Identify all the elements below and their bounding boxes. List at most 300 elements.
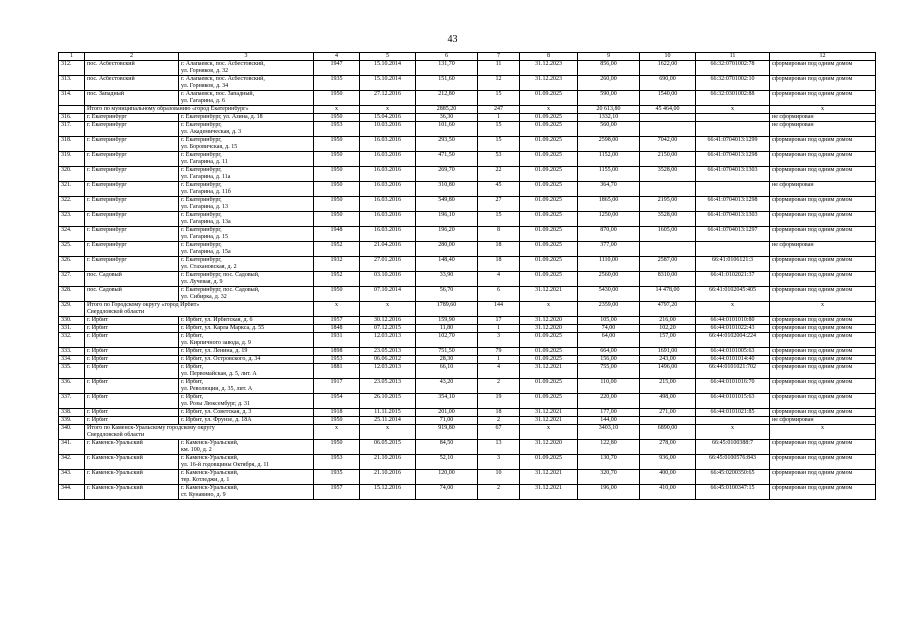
table-cell: 1957 bbox=[314, 485, 360, 500]
table-cell: 1950 bbox=[314, 197, 360, 212]
table-cell: г. Ирбит, ул. Карла Маркса, д. 55 bbox=[179, 325, 314, 333]
table-cell: 66:44:0101014:40 bbox=[696, 356, 770, 364]
table-cell: 1948 bbox=[314, 227, 360, 242]
table-cell: 324. bbox=[59, 227, 85, 242]
table-cell: 66:45:0100347:15 bbox=[696, 485, 770, 500]
table-cell: 31.12.2021 bbox=[520, 364, 578, 379]
table-cell: не сформирован bbox=[770, 114, 876, 122]
table-cell: 15.04.2016 bbox=[360, 114, 416, 122]
table-cell: г. Ирбит, ул. Кирпичного завода, д. 9 bbox=[179, 333, 314, 348]
table-cell: 1881 bbox=[314, 364, 360, 379]
table-cell: 66:41:0102045:405 bbox=[696, 287, 770, 302]
summary-cell: 2885,20 bbox=[416, 106, 478, 114]
table-cell: сформирован под одним домом bbox=[770, 394, 876, 409]
column-number: 9 bbox=[578, 53, 640, 61]
table-cell: 280,00 bbox=[416, 242, 478, 257]
table-cell: 03.10.2016 bbox=[360, 272, 416, 287]
table-cell: 31.12.2021 bbox=[520, 409, 578, 417]
table-cell: 856,00 bbox=[578, 61, 640, 76]
table-cell: г. Ирбит bbox=[85, 379, 179, 394]
table-cell: 316. bbox=[59, 114, 85, 122]
table-cell: 1 bbox=[478, 114, 520, 122]
column-number: 7 bbox=[478, 53, 520, 61]
table-cell: пос. Садовый bbox=[85, 272, 179, 287]
column-number-row bbox=[59, 53, 876, 61]
table-cell: г. Каменск-Уральский, км. 100, д. 2 bbox=[179, 440, 314, 455]
table-cell: 66:32:0301002:88 bbox=[696, 91, 770, 106]
table-row bbox=[59, 61, 876, 76]
table-cell: 1952 bbox=[314, 242, 360, 257]
table-cell: сформирован под одним домом bbox=[770, 364, 876, 379]
table-cell: 01.09.2025 bbox=[520, 227, 578, 242]
table-cell: 1950 bbox=[314, 91, 360, 106]
table-cell: 71,00 bbox=[416, 417, 478, 425]
column-number: 2 bbox=[85, 53, 179, 61]
table-row bbox=[59, 91, 876, 106]
table-cell: г. Каменск-Уральский, тер. Котледжи, д. 1 bbox=[179, 470, 314, 485]
table-cell: 2150,00 bbox=[640, 152, 696, 167]
table-cell: 13 bbox=[478, 440, 520, 455]
table-cell: 27.01.2016 bbox=[360, 257, 416, 272]
table-cell: 549,80 bbox=[416, 197, 478, 212]
table-row bbox=[59, 470, 876, 485]
table-cell: 151,60 bbox=[416, 76, 478, 91]
table-cell: сформирован под одним домом bbox=[770, 348, 876, 356]
table-cell: г. Екатеринбург bbox=[85, 197, 179, 212]
column-number: 10 bbox=[640, 53, 696, 61]
table-row bbox=[59, 182, 876, 197]
table-cell: 01.09.2025 bbox=[520, 137, 578, 152]
table-cell: 3 bbox=[478, 333, 520, 348]
table-cell: 66:45:0100576:843 bbox=[696, 455, 770, 470]
table-cell: г. Екатеринбург, ул. Гагарина, д. 11б bbox=[179, 182, 314, 197]
table-cell: 66:41:0102021:37 bbox=[696, 272, 770, 287]
table-cell: 1950 bbox=[314, 137, 360, 152]
table-cell: сформирован под одним домом bbox=[770, 333, 876, 348]
table-row bbox=[59, 212, 876, 227]
table-cell: 16.03.2016 bbox=[360, 227, 416, 242]
table-cell: 216,00 bbox=[640, 317, 696, 325]
table-cell: 31.12.2023 bbox=[520, 76, 578, 91]
table-cell: 01.09.2025 bbox=[520, 114, 578, 122]
table-cell: 23.05.2013 bbox=[360, 379, 416, 394]
table-cell: 870,00 bbox=[578, 227, 640, 242]
summary-row bbox=[59, 302, 876, 317]
table-row bbox=[59, 287, 876, 302]
table-cell: сформирован под одним домом bbox=[770, 485, 876, 500]
table-cell: 15.12.2016 bbox=[360, 485, 416, 500]
table-cell: 8 bbox=[478, 227, 520, 242]
table-cell: 320. bbox=[59, 167, 85, 182]
table-cell: сформирован под одним домом bbox=[770, 76, 876, 91]
table-cell: 66:32:0701002:10 bbox=[696, 76, 770, 91]
table-cell: 12.03.2013 bbox=[360, 364, 416, 379]
table-cell: 1918 bbox=[314, 409, 360, 417]
table-cell: 339. bbox=[59, 417, 85, 425]
table-cell: 1950 bbox=[314, 212, 360, 227]
table-cell: 1898 bbox=[314, 348, 360, 356]
table-cell: 325. bbox=[59, 242, 85, 257]
table-cell: 2587,00 bbox=[640, 257, 696, 272]
table-cell: 1152,00 bbox=[578, 152, 640, 167]
table-cell: 1935 bbox=[314, 470, 360, 485]
table-row bbox=[59, 409, 876, 417]
table-cell: 110,00 bbox=[578, 379, 640, 394]
table-cell: 27.12.2016 bbox=[360, 91, 416, 106]
table-cell: 15.10.2014 bbox=[360, 61, 416, 76]
table-cell: 333. bbox=[59, 348, 85, 356]
table-cell: г. Ирбит, ул. Розы Люксембург, д. 31 bbox=[179, 394, 314, 409]
table-cell: г. Ирбит bbox=[85, 333, 179, 348]
table-cell: г. Ирбит, ул. Островского, д. 34 bbox=[179, 356, 314, 364]
table-cell: 331. bbox=[59, 325, 85, 333]
table-cell: 2 bbox=[478, 417, 520, 425]
table-cell: 196,10 bbox=[416, 212, 478, 227]
table-cell: 01.09.2025 bbox=[520, 394, 578, 409]
table-cell: 201,00 bbox=[416, 409, 478, 417]
table-cell: 27 bbox=[478, 197, 520, 212]
table-cell: 31.12.2023 bbox=[520, 61, 578, 76]
table-cell: 31.12.2020 bbox=[520, 325, 578, 333]
table-cell: 66:44:0101015:63 bbox=[696, 394, 770, 409]
table-cell: 1950 bbox=[314, 182, 360, 197]
table-cell: 15.10.2014 bbox=[360, 76, 416, 91]
table-row bbox=[59, 257, 876, 272]
summary-cell: x bbox=[520, 425, 578, 440]
table-cell: 3528,00 bbox=[640, 167, 696, 182]
table-cell: г. Екатеринбург, ул. Гагарина, д. 15а bbox=[179, 242, 314, 257]
table-cell: 1155,00 bbox=[578, 167, 640, 182]
table-row bbox=[59, 137, 876, 152]
table-cell: 196,00 bbox=[578, 485, 640, 500]
table-cell: 2 bbox=[478, 485, 520, 500]
table-row bbox=[59, 227, 876, 242]
table-row bbox=[59, 272, 876, 287]
column-number: 1 bbox=[59, 53, 85, 61]
table-cell: 332. bbox=[59, 333, 85, 348]
table-cell: сформирован под одним домом bbox=[770, 470, 876, 485]
table-cell: 01.09.2025 bbox=[520, 379, 578, 394]
table-cell: г. Екатеринбург, ул. Стахановская, д. 2 bbox=[179, 257, 314, 272]
summary-cell: x bbox=[520, 106, 578, 114]
table-cell: 15 bbox=[478, 122, 520, 137]
table-cell: сформирован под одним домом bbox=[770, 227, 876, 242]
table-cell: 2 bbox=[478, 379, 520, 394]
table-cell: 07.12.2015 bbox=[360, 325, 416, 333]
table-cell: 43,20 bbox=[416, 379, 478, 394]
table-cell: 1954 bbox=[314, 394, 360, 409]
table-cell: г. Екатеринбург bbox=[85, 114, 179, 122]
table-cell: г. Екатеринбург, ул. Академическая, д. 3 bbox=[179, 122, 314, 137]
table-cell: г. Алапаевск, пос. Западный, ул. Гагарина, д. 6 bbox=[179, 91, 314, 106]
table-cell: 312. bbox=[59, 61, 85, 76]
table-row bbox=[59, 417, 876, 425]
table-cell: 19 bbox=[478, 394, 520, 409]
table-row bbox=[59, 348, 876, 356]
table-cell: 328. bbox=[59, 287, 85, 302]
summary-cell: x bbox=[360, 425, 416, 440]
table-cell: 377,00 bbox=[578, 242, 640, 257]
table-cell: 31.12.2020 bbox=[520, 440, 578, 455]
table-cell: г. Екатеринбург bbox=[85, 122, 179, 137]
table-row bbox=[59, 364, 876, 379]
table-cell: 18 bbox=[478, 409, 520, 417]
table-cell: г. Ирбит, ул. Ирбитская, д. 6 bbox=[179, 317, 314, 325]
table-cell: пос. Западный bbox=[85, 91, 179, 106]
table-row bbox=[59, 325, 876, 333]
table-cell: 01.09.2025 bbox=[520, 356, 578, 364]
table-cell: 21.04.2016 bbox=[360, 242, 416, 257]
table-cell: 66,10 bbox=[416, 364, 478, 379]
table-cell: г. Ирбит, ул. Фрунзе, д. 18А bbox=[179, 417, 314, 425]
summary-number bbox=[59, 106, 85, 114]
table-cell: г. Екатеринбург, ул. Гагарина, д. 13 bbox=[179, 197, 314, 212]
summary-cell: x bbox=[360, 302, 416, 317]
summary-cell: x bbox=[770, 302, 876, 317]
table-cell bbox=[696, 182, 770, 197]
table-cell: 1496,00 bbox=[640, 364, 696, 379]
table-cell: г. Екатеринбург bbox=[85, 152, 179, 167]
table-cell: г. Екатеринбург bbox=[85, 212, 179, 227]
table-cell: 01.09.2025 bbox=[520, 197, 578, 212]
summary-cell: 247 bbox=[478, 106, 520, 114]
table-cell: 323. bbox=[59, 212, 85, 227]
table-cell: 337. bbox=[59, 394, 85, 409]
table-cell: 17 bbox=[478, 317, 520, 325]
table-cell: 01.09.2025 bbox=[520, 455, 578, 470]
table-cell: г. Ирбит bbox=[85, 325, 179, 333]
table-row bbox=[59, 242, 876, 257]
summary-cell: x bbox=[770, 425, 876, 440]
table-cell: 1950 bbox=[314, 417, 360, 425]
summary-cell: x bbox=[520, 302, 578, 317]
table-cell: 16.03.2016 bbox=[360, 167, 416, 182]
table-cell: 320,70 bbox=[578, 470, 640, 485]
table-cell: 131,70 bbox=[416, 61, 478, 76]
table-cell: 15 bbox=[478, 91, 520, 106]
table-cell: не сформирован bbox=[770, 242, 876, 257]
table-cell: 5430,00 bbox=[578, 287, 640, 302]
table-cell: 07.10.2014 bbox=[360, 287, 416, 302]
table-cell: г. Каменск-Уральский, ул. 16-й годовщины Октября, д. 11 bbox=[179, 455, 314, 470]
table-cell: 16.03.2016 bbox=[360, 197, 416, 212]
table-cell: не сформирован bbox=[770, 122, 876, 137]
table-cell: 664,00 bbox=[578, 348, 640, 356]
summary-cell: x bbox=[314, 425, 360, 440]
table-cell: 1 bbox=[478, 356, 520, 364]
table-cell: 1250,00 bbox=[578, 212, 640, 227]
table-cell: 11,80 bbox=[416, 325, 478, 333]
table-cell: 01.09.2025 bbox=[520, 242, 578, 257]
table-cell: г. Алапаевск, пос. Асбестовский, ул. Горняков, д. 34 bbox=[179, 76, 314, 91]
table-cell bbox=[640, 182, 696, 197]
table-cell: 7042,00 bbox=[640, 137, 696, 152]
table-cell: 01.09.2025 bbox=[520, 257, 578, 272]
table-cell: сформирован под одним домом bbox=[770, 379, 876, 394]
table-cell: пос. Садовый bbox=[85, 287, 179, 302]
table-cell: 06.05.2015 bbox=[360, 440, 416, 455]
table-cell: 66:44:0101016:70 bbox=[696, 379, 770, 394]
table-cell: 45 bbox=[478, 182, 520, 197]
table-cell: 8310,00 bbox=[640, 272, 696, 287]
table-cell: 318. bbox=[59, 137, 85, 152]
table-cell: 1605,00 bbox=[640, 227, 696, 242]
table-cell bbox=[696, 114, 770, 122]
table-cell: 16.03.2016 bbox=[360, 212, 416, 227]
table-cell: 410,00 bbox=[640, 485, 696, 500]
table-cell: 66:44:0101010:80 bbox=[696, 317, 770, 325]
table-cell: 10 bbox=[478, 470, 520, 485]
table-cell: 271,00 bbox=[640, 409, 696, 417]
page-number: 43 bbox=[447, 34, 458, 45]
table-cell: г. Екатеринбург bbox=[85, 182, 179, 197]
table-cell: сформирован под одним домом bbox=[770, 167, 876, 182]
table-cell: 326. bbox=[59, 257, 85, 272]
table-cell: 12 bbox=[478, 76, 520, 91]
summary-cell: x bbox=[314, 302, 360, 317]
table-cell: г. Екатеринбург, ул. Азина, д. 18 bbox=[179, 114, 314, 122]
table-cell: сформирован под одним домом bbox=[770, 152, 876, 167]
table-cell: сформирован под одним домом bbox=[770, 197, 876, 212]
table-cell: 66:41:0704013:1299 bbox=[696, 137, 770, 152]
summary-label: Итого по Каменск-Уральскому городскому округу Свердловской области bbox=[85, 425, 314, 440]
table-cell: 2598,00 bbox=[578, 137, 640, 152]
table-cell: 16.03.2016 bbox=[360, 137, 416, 152]
table-cell: 590,00 bbox=[578, 91, 640, 106]
table-cell: 2195,00 bbox=[640, 197, 696, 212]
table-row bbox=[59, 122, 876, 137]
summary-number: 329. bbox=[59, 302, 85, 317]
table-cell: 313. bbox=[59, 76, 85, 91]
table-cell bbox=[696, 417, 770, 425]
table-cell: 335. bbox=[59, 364, 85, 379]
table-cell: г. Екатеринбург, ул. Гагарина, д. 13а bbox=[179, 212, 314, 227]
table-cell: г. Ирбит, ул. Советская, д. 3 bbox=[179, 409, 314, 417]
table-cell: сформирован под одним домом bbox=[770, 61, 876, 76]
table-cell: 22 bbox=[478, 167, 520, 182]
table-cell: 66:45:0200350:65 bbox=[696, 470, 770, 485]
table-cell: 12.03.2013 bbox=[360, 333, 416, 348]
table-cell: 341. bbox=[59, 440, 85, 455]
table-cell: 01.09.2025 bbox=[520, 348, 578, 356]
table-cell: 1917 bbox=[314, 379, 360, 394]
table-cell: г. Ирбит bbox=[85, 409, 179, 417]
table-cell: 25.11.2014 bbox=[360, 417, 416, 425]
summary-cell: 2359,00 bbox=[578, 302, 640, 317]
table-cell: г. Екатеринбург, пос. Садовый, ул. Сибирка, д. 32 bbox=[179, 287, 314, 302]
summary-cell: x bbox=[314, 106, 360, 114]
table-cell: сформирован под одним домом bbox=[770, 409, 876, 417]
summary-number: 340. bbox=[59, 425, 85, 440]
table-cell: 11.11.2015 bbox=[360, 409, 416, 417]
table-cell: сформирован под одним домом bbox=[770, 257, 876, 272]
table-cell: 1952 bbox=[314, 272, 360, 287]
table-cell: 74,00 bbox=[578, 325, 640, 333]
summary-cell: x bbox=[696, 302, 770, 317]
table-cell: 79 bbox=[478, 348, 520, 356]
table-cell: сформирован под одним домом bbox=[770, 212, 876, 227]
table-cell: 56,70 bbox=[416, 287, 478, 302]
table-cell: 471,50 bbox=[416, 152, 478, 167]
table-cell: г. Ирбит bbox=[85, 317, 179, 325]
summary-cell: 919,80 bbox=[416, 425, 478, 440]
table-cell bbox=[696, 242, 770, 257]
table-cell: 66:41:0704013:1297 bbox=[696, 227, 770, 242]
table-cell: 212,80 bbox=[416, 91, 478, 106]
table-cell: 3 bbox=[478, 455, 520, 470]
table-cell: г. Ирбит bbox=[85, 417, 179, 425]
table-cell: г. Ирбит bbox=[85, 394, 179, 409]
table-cell: 215,00 bbox=[640, 379, 696, 394]
table-cell: 2560,00 bbox=[578, 272, 640, 287]
table-cell: 293,50 bbox=[416, 137, 478, 152]
summary-cell: 4797,20 bbox=[640, 302, 696, 317]
table-cell: пос. Асбестовский bbox=[85, 76, 179, 91]
summary-label: Итого по муниципальному образованию «город Екатеринбург» bbox=[85, 106, 314, 114]
table-cell: 364,70 bbox=[578, 182, 640, 197]
table-cell: 156,00 bbox=[578, 356, 640, 364]
table-cell: г. Алапаевск, пос. Асбестовский, ул. Горняков, д. 32 bbox=[179, 61, 314, 76]
table-cell: 936,00 bbox=[640, 455, 696, 470]
table-cell: 343. bbox=[59, 470, 85, 485]
table-cell: 269,70 bbox=[416, 167, 478, 182]
table-cell: 66:44:0102004:224 bbox=[696, 333, 770, 348]
table-cell: 1950 bbox=[314, 287, 360, 302]
table-cell: 84,50 bbox=[416, 440, 478, 455]
table-cell: 334. bbox=[59, 356, 85, 364]
table-cell: 30.12.2016 bbox=[360, 317, 416, 325]
table-cell: 321. bbox=[59, 182, 85, 197]
table-cell: 314. bbox=[59, 91, 85, 106]
table-cell: 52,10 bbox=[416, 455, 478, 470]
table-cell: 1332,10 bbox=[578, 114, 640, 122]
table-cell: 01.09.2025 bbox=[520, 167, 578, 182]
table-cell: 4 bbox=[478, 272, 520, 287]
housing-registry-table bbox=[58, 52, 876, 500]
column-number: 4 bbox=[314, 53, 360, 61]
table-cell: сформирован под одним домом bbox=[770, 325, 876, 333]
table-row bbox=[59, 152, 876, 167]
table-cell: 130,70 bbox=[578, 455, 640, 470]
table-cell: пос. Асбестовский bbox=[85, 61, 179, 76]
table-cell: г. Ирбит bbox=[85, 364, 179, 379]
table-cell: 278,00 bbox=[640, 440, 696, 455]
table-cell: 220,00 bbox=[578, 394, 640, 409]
table-cell: сформирован под одним домом bbox=[770, 137, 876, 152]
table-cell: 14 478,00 bbox=[640, 287, 696, 302]
table-cell: 36,30 bbox=[416, 114, 478, 122]
table-cell: г. Екатеринбург bbox=[85, 227, 179, 242]
table-cell bbox=[640, 114, 696, 122]
table-cell: 66:44:0101005:63 bbox=[696, 348, 770, 356]
table-cell: сформирован под одним домом bbox=[770, 272, 876, 287]
table-cell: 31.12.2021 bbox=[520, 470, 578, 485]
table-cell: сформирован под одним домом bbox=[770, 287, 876, 302]
table-cell: 15 bbox=[478, 212, 520, 227]
table-cell: г. Ирбит bbox=[85, 356, 179, 364]
table-cell: 101,60 bbox=[416, 122, 478, 137]
table-cell: 01.09.2025 bbox=[520, 152, 578, 167]
table-row bbox=[59, 114, 876, 122]
table-cell: 01.09.2025 bbox=[520, 333, 578, 348]
table-cell: 01.09.2025 bbox=[520, 212, 578, 227]
table-cell: 755,00 bbox=[578, 364, 640, 379]
table-cell: 64,00 bbox=[578, 333, 640, 348]
table-cell: 66:44:0101022:43 bbox=[696, 325, 770, 333]
table-cell: 243,00 bbox=[640, 356, 696, 364]
table-cell: 751,50 bbox=[416, 348, 478, 356]
table-cell: 66:41:0704013:1298 bbox=[696, 152, 770, 167]
